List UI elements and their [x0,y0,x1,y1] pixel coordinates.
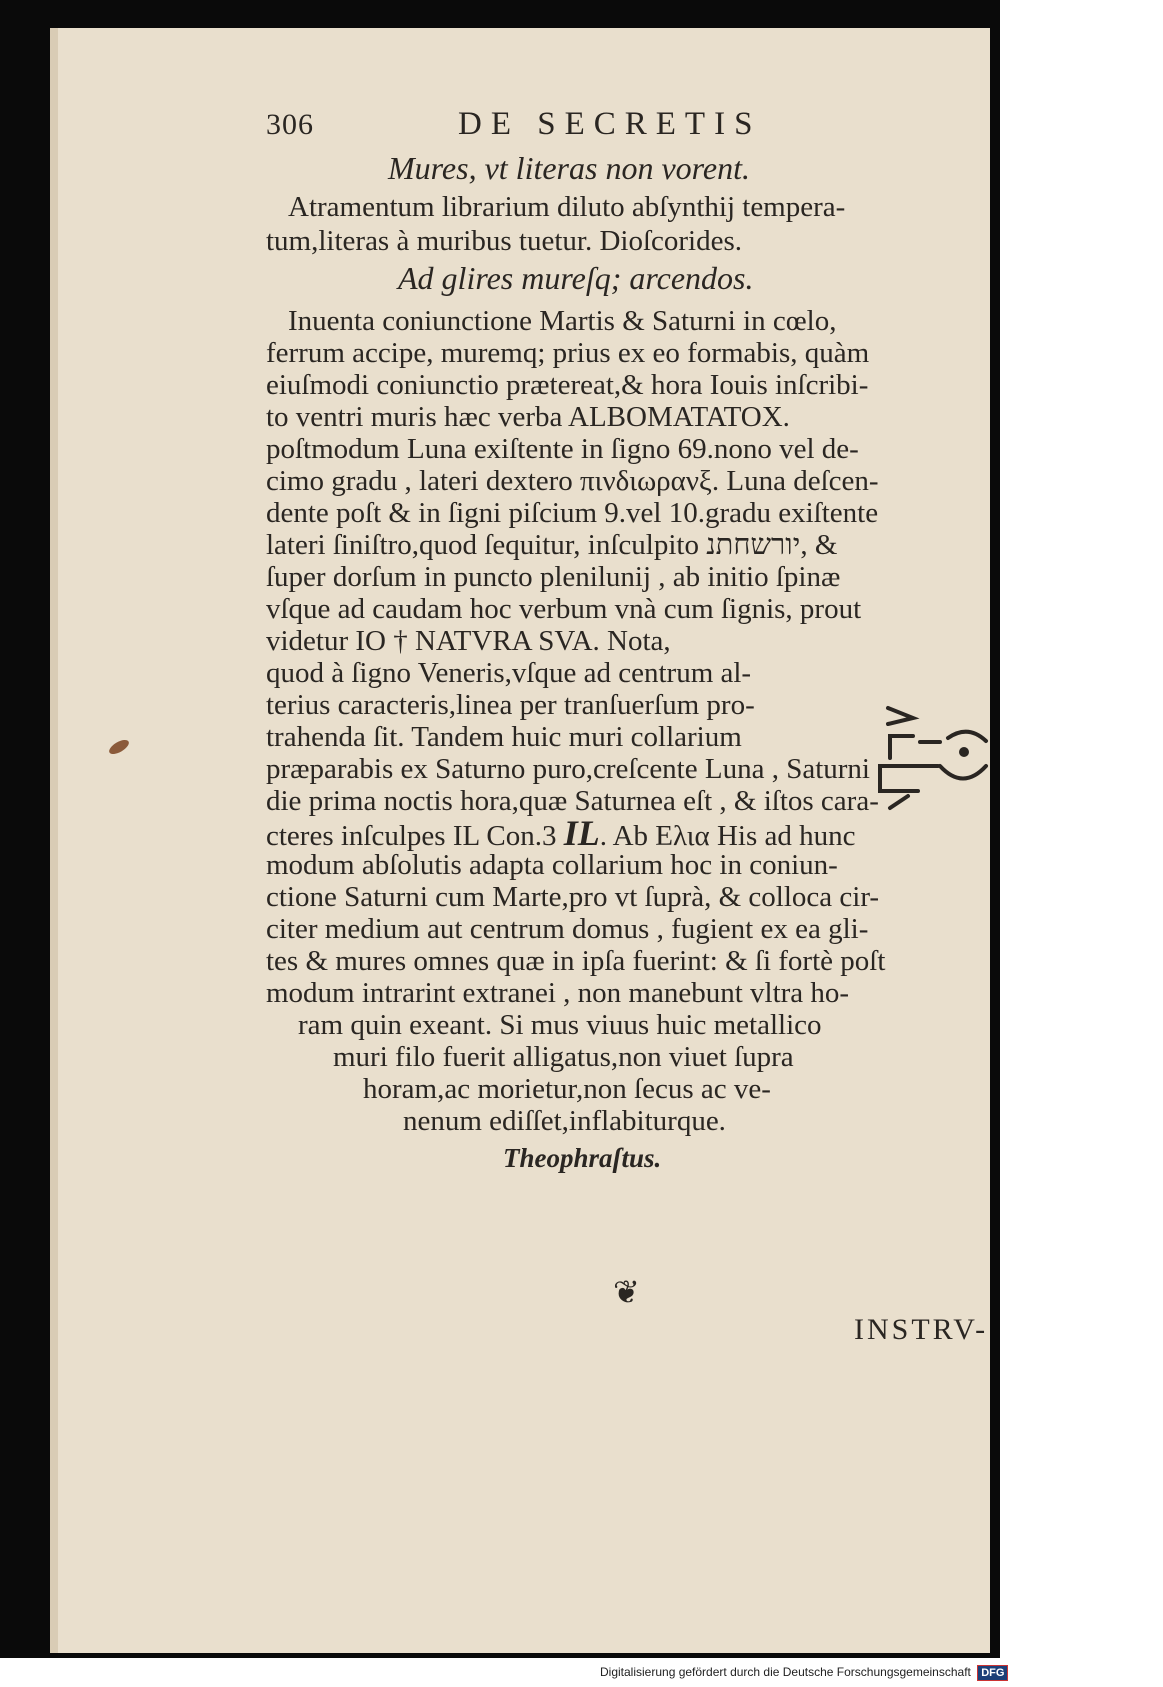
catchword: INSTRV- [854,1313,989,1346]
dfg-logo-icon: DFG [977,1665,1008,1681]
text-line: tes & mures omnes quæ in ipſa fuerint: & ſi fortè poſt [266,945,886,977]
text-line: ferrum accipe, muremq; prius ex eo formabis, quàm [266,337,870,369]
text-line: videtur IO † NATVRA SVA. Nota, [266,625,671,657]
text-line: nenum ediſſet,inflabiturque. [403,1105,726,1137]
page-number: 306 [266,108,314,141]
section-heading: Mures, vt literas non vorent. [388,150,751,186]
text-line: ram quin exeant. Si mus viuus huic metallico [298,1009,822,1041]
text-line: cimo gradu , lateri dextero πινδιωρανξ. Luna deſcen- [266,465,879,497]
text-line: trahenda ſit. Tandem huic muri collarium [266,721,742,753]
digitization-credit [600,1665,1005,1681]
section-heading: Ad glires mureſq; arcendos. [398,260,754,296]
text-line: quod à ſigno Veneris,vſque ad centrum al- [266,657,752,689]
fleuron-ornament: ❦ [613,1274,640,1310]
text-line: horam,ac morietur,non ſecus ac ve- [363,1073,771,1105]
text-line: die prima noctis hora,quæ Saturnea eſt , & iſtos cara- [266,785,879,817]
text-line: modum intrarint extranei , non manebunt vltra ho- [266,977,850,1009]
text-line: muri filo fuerit alligatus,non viuet ſupra [333,1041,794,1073]
text-line: to ventri muris hæc verba ALBOMATATOX. [266,401,790,433]
text-line: terius caracteris,linea per tranſuerſum pro- [266,689,755,721]
text-line: citer medium aut centrum domus , fugient ex ea gli- [266,913,869,945]
text-line: Atramentum librarium diluto abſynthij tempera- [288,191,846,223]
magic-sign-icon [868,696,1008,816]
saturn-sign-mark: IL [563,813,600,853]
text-line: poſtmodum Luna exiſtente in ſigno 69.nono vel de- [266,433,859,465]
running-head: DE SECRETIS [458,106,762,142]
source-attribution: Theophraſtus. [503,1143,662,1173]
text-line: dente poſt & in ſigni piſcium 9.vel 10.gradu exiſtente [266,497,879,529]
text-line: ſuper dorſum in puncto plenilunij , ab initio ſpinæ [266,561,841,593]
book-page [50,28,990,1653]
credit-text: Digitalisierung gefördert durch die Deutsche Forschungsgemeinschaft [600,1665,971,1679]
text-fragment: . Ab Ελια His ad hunc [599,820,856,852]
text-line: ctione Saturni cum Marte,pro vt ſuprà, & colloca cir- [266,881,880,913]
text-line: tum,literas à muribus tuetur. Dioſcorides. [266,225,742,257]
text-fragment: cteres inſculpes IL Con.3 [266,820,557,852]
text-line: lateri ſiniſtro,quod ſequitur, inſculpito יורשחתנ, & [266,529,838,561]
text-line: eiuſmodi coniunctio prætereat,& hora Iouis inſcribi- [266,369,869,401]
text-line: præparabis ex Saturno puro,creſcente Luna , Saturni [266,753,870,785]
text-line: Inuenta coniunctione Martis & Saturni in cœlo, [288,305,837,337]
text-line: vſque ad caudam hoc verbum vnà cum ſignis, prout [266,593,862,625]
text-line: modum abſolutis adapta collarium hoc in coniun- [266,849,838,881]
